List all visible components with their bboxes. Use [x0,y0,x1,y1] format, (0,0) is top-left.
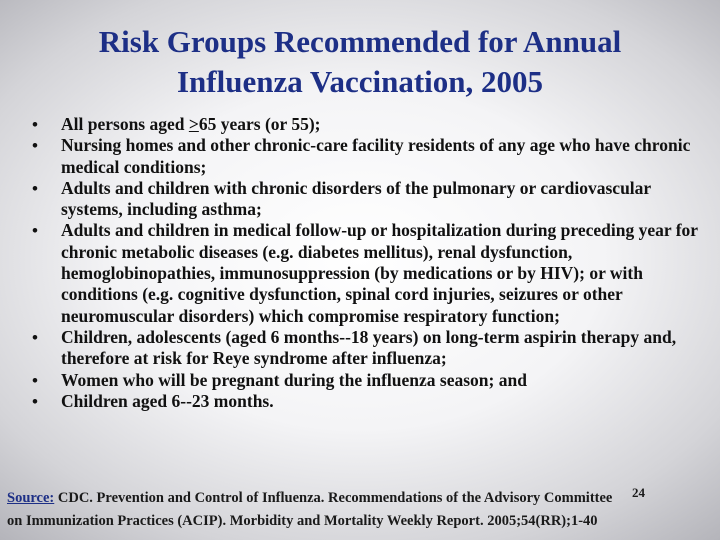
source-label: Source: [7,490,55,506]
source-line-2: on Immunization Practices (ACIP). Morbidity and Mortality Weekly Report. 2005;54(RR);1-40 [7,513,598,529]
bullet-text: Children, adolescents (aged 6 months--18 years) on long-term aspirin therapy and, therefore at risk for Reye syndrome after influenza; [61,326,677,369]
title-line-1: Risk Groups Recommended for Annual [98,24,622,59]
bullet-icon: • [32,370,38,390]
bullet-text-pre: All persons aged [61,114,189,134]
bullet-text-post: 65 years (or 55); [198,114,321,134]
bullet-text: Children aged 6--23 months. [61,390,274,411]
bullet-text: Nursing homes and other chronic-care facility residents of any age who have chronic medical conditions; [61,135,691,177]
source-citation [7,487,717,533]
bullet-icon: • [32,178,38,198]
bullet-icon: • [32,327,38,347]
bullet-text: Adults and children with chronic disorders of the pulmonary or cardiovascular systems, including asthma; [61,177,651,220]
bullet-icon: • [32,221,38,241]
bullet-text: Women who will be pregnant during the influenza season; and [61,369,527,390]
list-item [32,327,716,370]
bullet-text: Adults and children in medical follow-up or hospitalization during preceding year for chronic metabolic diseases (e.g. diabetes mellitus), renal dysfunction, hemoglobinopathies, immunosuppression (by medications or by HIV); or with conditions (e.g. cognitive dysfunction, spinal cord injuries, seizures or other neuromuscular disorders) which compromise respiratory function; [61,220,698,326]
list-item [32,220,716,326]
bullet-icon: • [32,115,38,134]
greater-equal-symbol: > [188,114,199,134]
bullet-icon: • [32,136,38,156]
list-item [32,391,716,412]
slide-title [20,22,700,102]
risk-group-list [32,114,716,412]
list-item [32,370,716,391]
list-item [32,114,716,135]
list-item [32,135,716,178]
source-line-1 [7,487,717,510]
page-number: 24 [632,485,645,500]
list-item [32,178,716,221]
source-text-1: CDC. Prevention and Control of Influenza. Recommendations of the Advisory Committee [54,490,613,506]
title-line-2: Influenza Vaccination, 2005 [176,64,544,99]
bullet-icon: • [32,391,38,411]
